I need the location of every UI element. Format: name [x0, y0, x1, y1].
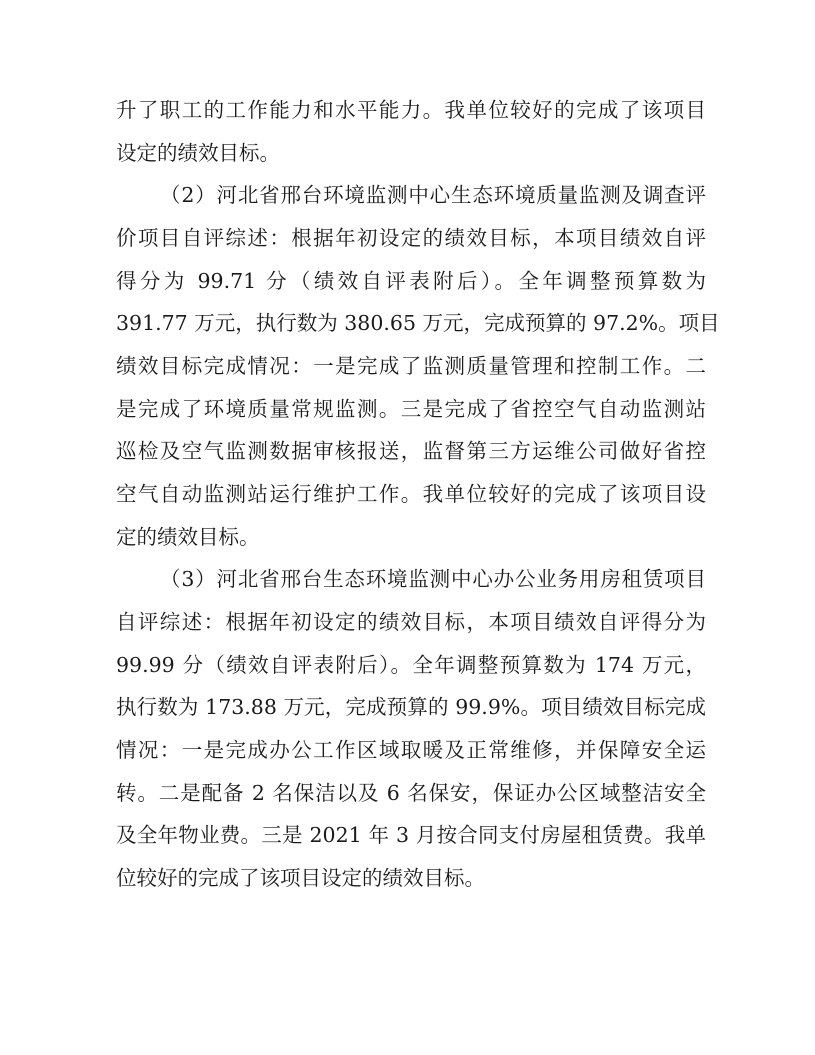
paragraph-2-line-1: （2）河北省邢台环境监测中心生态环境质量监测及调查评: [160, 183, 706, 207]
paragraph-3-line-3: 99.99 分（绩效自评表附后）。全年调整预算数为 174 万元，: [116, 653, 706, 677]
paragraph-1-line-1: 升了职工的工作能力和水平能力。我单位较好的完成了该项目: [116, 98, 706, 122]
paragraph-2-line-2: 价项目自评综述：根据年初设定的绩效目标，本项目绩效自评: [116, 226, 706, 250]
paragraph-3-line-8: 位较好的完成了该项目设定的绩效目标。: [116, 866, 485, 890]
paragraph-3-line-6: 转。二是配备 2 名保洁以及 6 名保安，保证办公区域整洁安全: [116, 781, 706, 805]
paragraph-2-line-5: 绩效目标完成情况：一是完成了监测质量管理和控制工作。二: [116, 354, 706, 378]
paragraph-3-line-5: 情况：一是完成办公工作区域取暖及正常维修，并保障安全运: [116, 738, 706, 762]
paragraph-2-line-9: 定的绩效目标。: [116, 525, 260, 549]
paragraph-2-line-6: 是完成了环境质量常规监测。三是完成了省控空气自动监测站: [116, 397, 706, 421]
paragraph-3-line-7: 及全年物业费。三是 2021 年 3 月按合同支付房屋租赁费。我单: [116, 823, 706, 847]
paragraph-3-line-1: （3）河北省邢台生态环境监测中心办公业务用房租赁项目: [160, 567, 706, 591]
paragraph-3-line-4: 执行数为 173.88 万元，完成预算的 99.9%。项目绩效目标完成: [116, 695, 706, 719]
paragraph-3-line-2: 自评综述：根据年初设定的绩效目标，本项目绩效自评得分为: [116, 610, 706, 634]
paragraph-2-line-8: 空气自动监测站运行维护工作。我单位较好的完成了该项目设: [116, 482, 706, 506]
paragraph-1-line-2: 设定的绩效目标。: [116, 141, 280, 165]
paragraph-2-line-7: 巡检及空气监测数据审核报送，监督第三方运维公司做好省控: [116, 439, 706, 463]
paragraph-2-line-4: 391.77 万元，执行数为 380.65 万元，完成预算的 97.2%。项目: [116, 311, 720, 335]
paragraph-2-line-3: 得分为 99.71 分（绩效自评表附后）。全年调整预算数为: [116, 269, 706, 293]
